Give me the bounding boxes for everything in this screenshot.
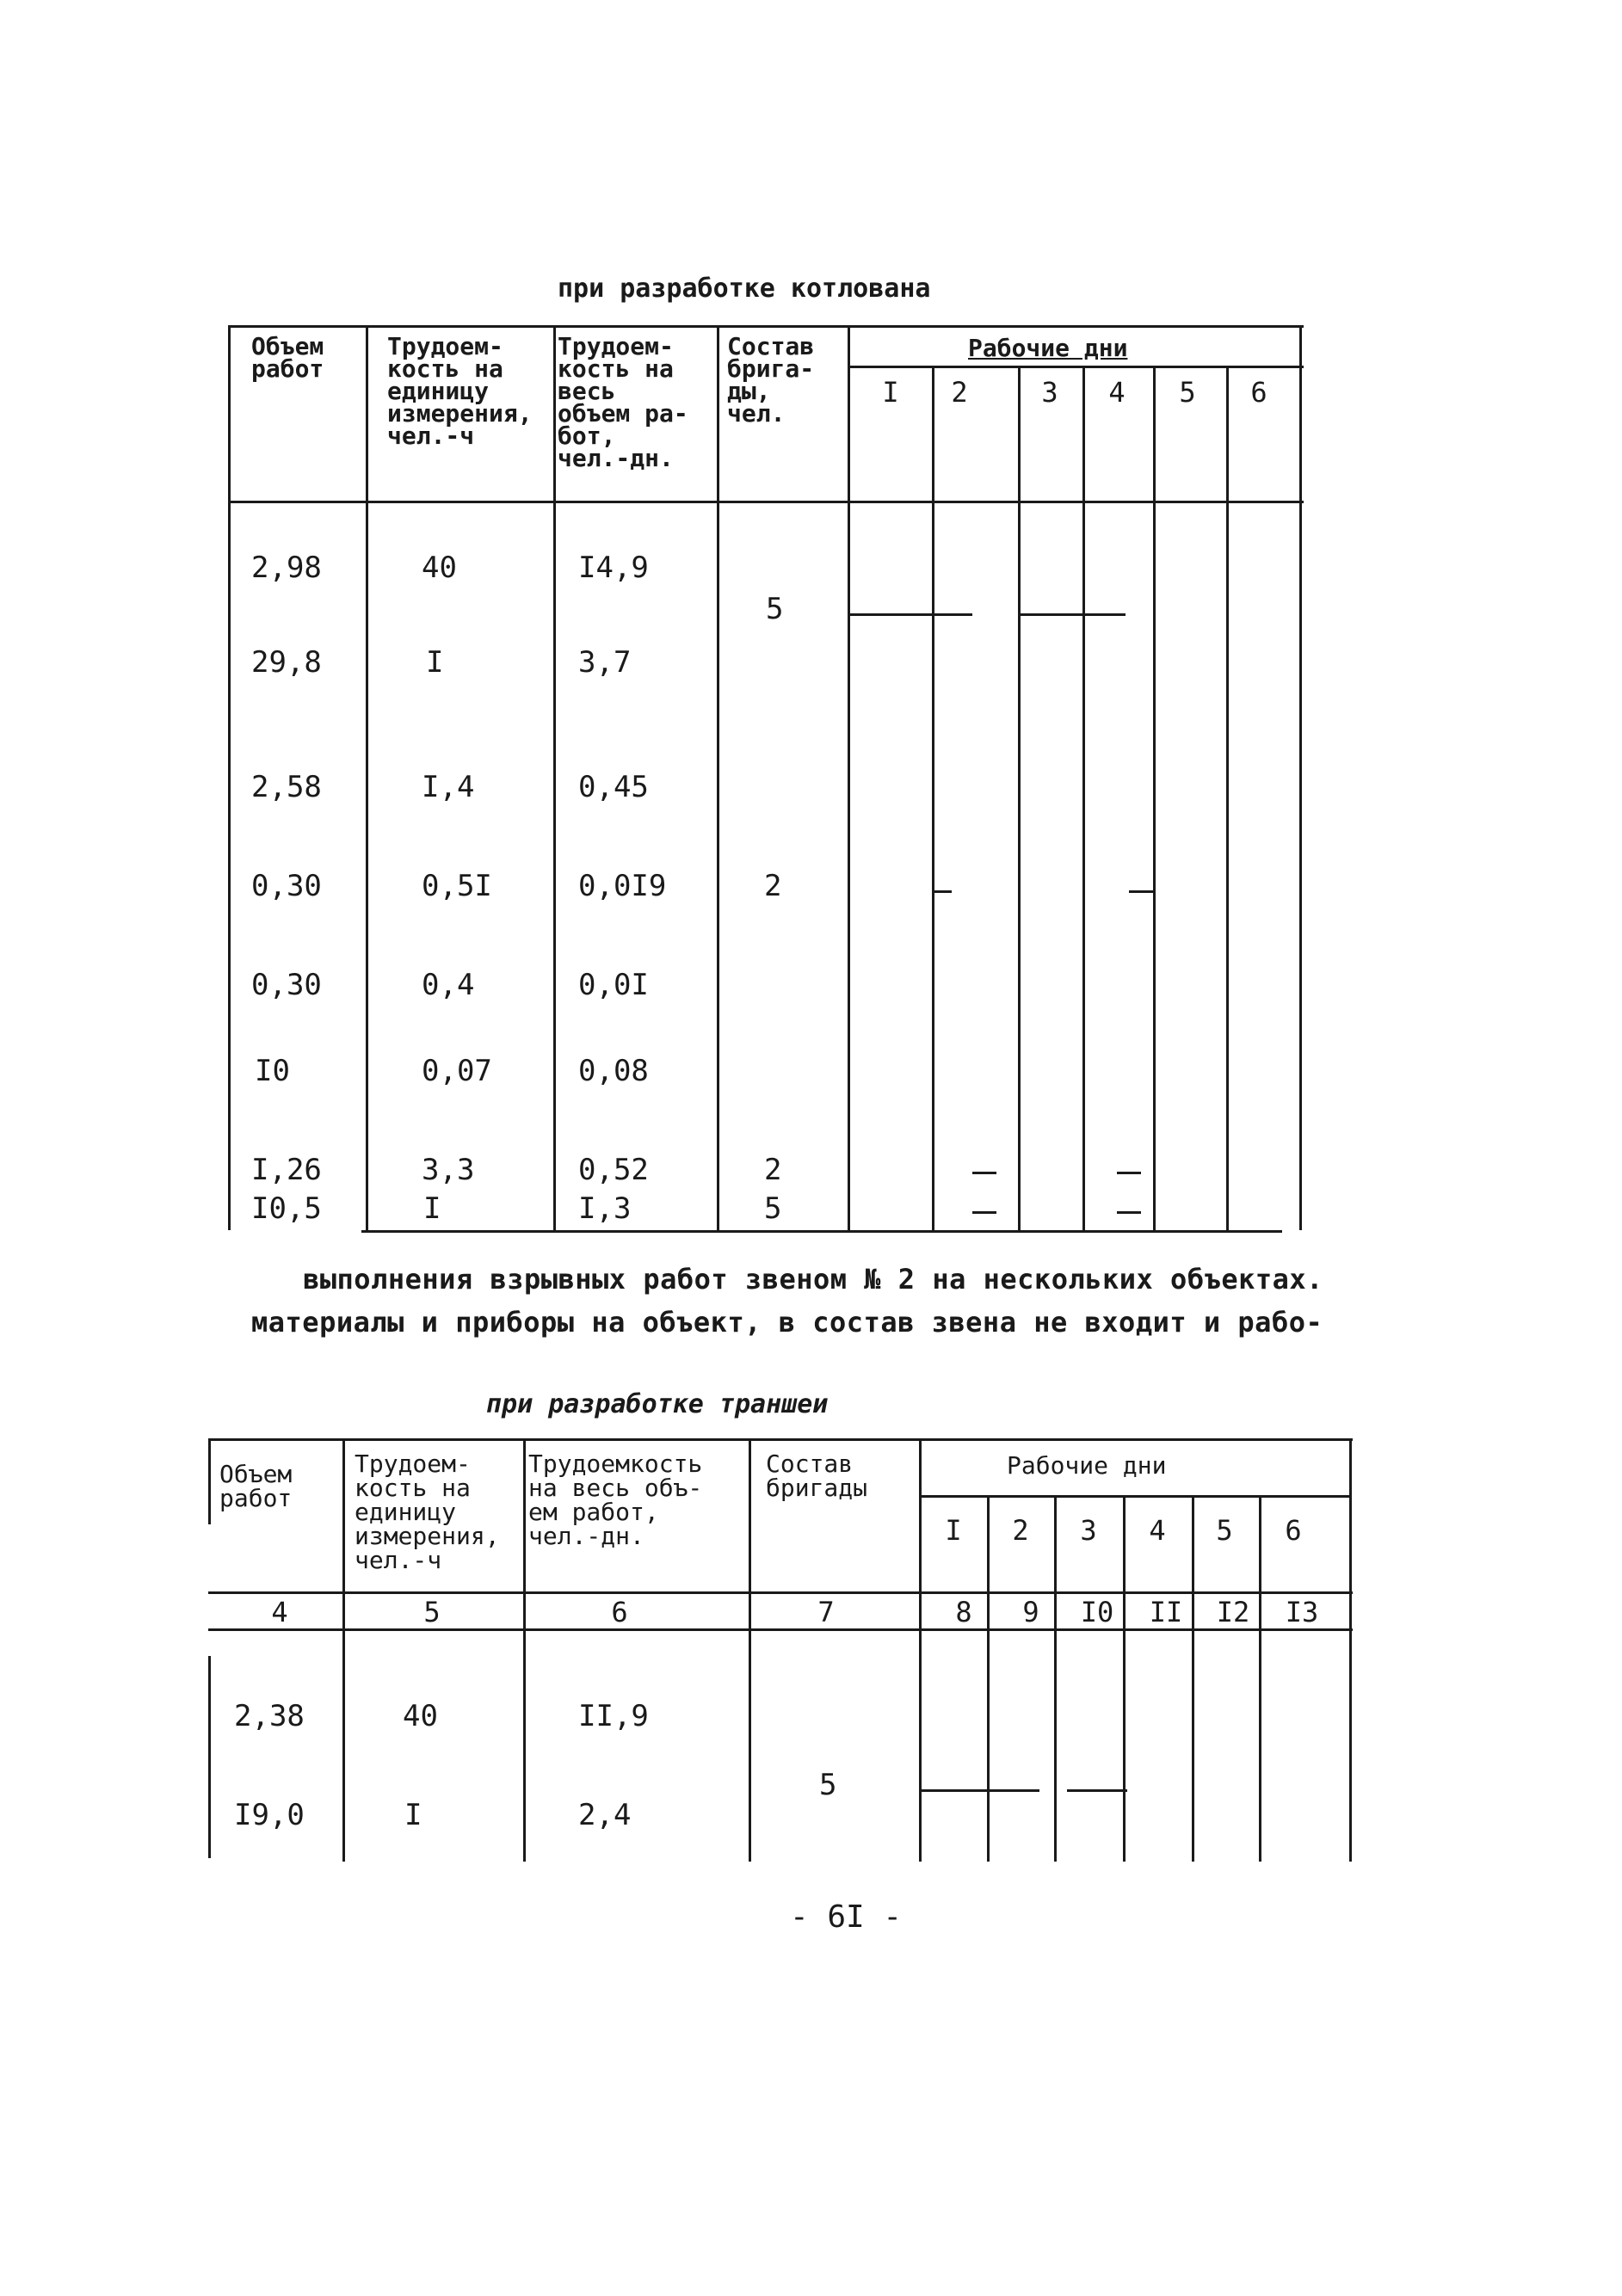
table1-header-day: 5 [1179, 376, 1196, 409]
table2-column-number: 6 [611, 1596, 628, 1628]
table2-col-divider [342, 1438, 345, 1862]
table1-cell-labor-unit: 3,3 [422, 1153, 475, 1187]
table1-cell-labor-total: I4,9 [578, 551, 649, 585]
table2-header-day: 4 [1149, 1514, 1166, 1547]
table2-cell-labor-unit: I [404, 1798, 422, 1832]
table1-day-divider [932, 366, 934, 1230]
table2-left-border [208, 1656, 211, 1858]
table1-header-bottom [228, 501, 1304, 503]
table1-cell-crew: 5 [764, 1191, 782, 1226]
table1-cell-crew: 2 [764, 869, 782, 903]
table1-cell-labor-unit: I [426, 645, 444, 680]
table1-left-border [228, 325, 231, 1230]
table2-header-day: 6 [1285, 1514, 1302, 1547]
schedule-bar [1117, 1172, 1141, 1174]
table1-cell-labor-unit: 40 [422, 551, 457, 585]
table2-day-divider [1192, 1495, 1194, 1862]
table2-column-number: 8 [955, 1596, 972, 1628]
table2-column-number: I3 [1285, 1596, 1319, 1628]
table1-cell-labor-unit: 0,4 [422, 968, 475, 1002]
table1-header-labor-total: Трудоем- кость на весь объем ра- бот, чел.-дн. [558, 332, 688, 472]
table2-crew-group: 5 [819, 1768, 837, 1802]
table1-day-divider [1153, 366, 1156, 1230]
table1-header-crew: Состав брига- ды, чел. [727, 332, 815, 428]
table2-days-divider [919, 1495, 1349, 1498]
table1-bottom-border [361, 1230, 1282, 1233]
schedule-bar [1117, 1211, 1141, 1214]
table1-crew-group: 5 [766, 592, 784, 626]
table2-left-border [208, 1438, 211, 1524]
table2-day-divider [987, 1495, 990, 1862]
table1-cell-volume: 0,30 [251, 869, 322, 903]
table2-header-labor-total: Трудоемкость на весь объ- ем работ, чел.-дн. [528, 1450, 703, 1550]
table1-cell-volume: I,26 [251, 1153, 322, 1187]
table2-header-day: I [945, 1514, 962, 1547]
table1-cell-volume: I0,5 [251, 1191, 322, 1226]
table1-day-divider [1082, 366, 1085, 1230]
table1-header-day: 6 [1250, 376, 1267, 409]
table2-column-number: 5 [423, 1596, 441, 1628]
table1-cell-labor-unit: 0,07 [422, 1054, 492, 1088]
table2-header-day: 2 [1012, 1514, 1029, 1547]
table1-header-labor-unit: Трудоем- кость на единицу измерения, чел.-ч [387, 332, 533, 450]
table2-column-number: 4 [271, 1596, 288, 1628]
table1-cell-volume: 2,58 [251, 770, 322, 804]
table2-right-border [1349, 1438, 1352, 1862]
table1-cell-labor-total: 0,08 [578, 1054, 649, 1088]
table1-cell-volume: I0 [255, 1054, 290, 1088]
table1-header-day: 3 [1041, 376, 1058, 409]
table1-header-day: 4 [1108, 376, 1126, 409]
table2-day-divider [1259, 1495, 1261, 1862]
table1-cell-labor-unit: I,4 [422, 770, 475, 804]
table2-cell-volume: I9,0 [234, 1798, 305, 1832]
page-number: - 6I - [790, 1899, 903, 1935]
table1-right-border [1299, 325, 1302, 1230]
table2-col-divider [919, 1438, 922, 1862]
table2-caption: при разработке траншеи [486, 1389, 829, 1419]
table1-col-divider [848, 325, 850, 1230]
table1-cell-labor-total: 0,0I [578, 968, 649, 1002]
table1-cell-crew: 2 [764, 1153, 782, 1187]
table1-header-day: 2 [951, 376, 968, 409]
table2-header-volume: Объем работ [219, 1460, 293, 1512]
table2-col-divider [523, 1438, 526, 1862]
table2-header-labor-unit: Трудоем- кость на единицу измерения, чел.-ч [355, 1450, 500, 1574]
table2-col-divider [749, 1438, 751, 1862]
table2-column-number: I2 [1216, 1596, 1250, 1628]
table1-cell-labor-total: 0,52 [578, 1153, 649, 1187]
table2-column-number: II [1149, 1596, 1183, 1628]
table1-cell-labor-unit: I [423, 1191, 441, 1226]
table1-cell-volume: 2,98 [251, 551, 322, 585]
table2-cell-labor-unit: 40 [403, 1699, 438, 1733]
paragraph-line: выполнения взрывных работ звеном № 2 на нескольких объектах. [303, 1263, 1323, 1296]
table2-header-day: 3 [1080, 1514, 1097, 1547]
table2-header-crew: Состав бригады [766, 1450, 868, 1502]
table1-cell-labor-total: 0,0I9 [578, 869, 667, 903]
table2-column-number: 9 [1022, 1596, 1039, 1628]
table1-cell-labor-total: I,3 [578, 1191, 632, 1226]
table1-col-divider [717, 325, 719, 1230]
table2-top-border [208, 1438, 1353, 1441]
table1-cell-volume: 0,30 [251, 968, 322, 1002]
table2-header-bottom [208, 1591, 1353, 1594]
table1-day-divider [1018, 366, 1021, 1230]
table1-cell-volume: 29,8 [251, 645, 322, 680]
schedule-bar [919, 1789, 1039, 1792]
table1-col-divider [553, 325, 556, 1230]
paragraph-line: материалы и приборы на объект, в состав звена не входит и рабо- [251, 1306, 1323, 1339]
schedule-bar [972, 1172, 996, 1174]
table2-header-day: 5 [1216, 1514, 1233, 1547]
table2-column-number: 7 [817, 1596, 835, 1628]
table2-cell-labor-total: II,9 [578, 1699, 649, 1733]
table2-numbers-bottom [208, 1628, 1353, 1631]
table2-day-divider [1123, 1495, 1126, 1862]
table2-day-divider [1054, 1495, 1057, 1862]
schedule-bar [972, 1211, 996, 1214]
schedule-bar [848, 613, 972, 616]
schedule-bar [1018, 613, 1126, 616]
schedule-bar [1067, 1789, 1127, 1792]
schedule-bar [934, 890, 952, 893]
table1-header-volume: Объем работ [251, 332, 324, 383]
table1-header-day: I [882, 376, 899, 409]
table1-col-divider [366, 325, 368, 1230]
table2-cell-labor-total: 2,4 [578, 1798, 632, 1832]
table2-cell-volume: 2,38 [234, 1699, 305, 1733]
table1-days-divider [848, 366, 1304, 368]
table2-column-number: I0 [1080, 1596, 1114, 1628]
table1-header-days-title: Рабочие дни [968, 334, 1128, 362]
table1-cell-labor-total: 3,7 [578, 645, 632, 680]
table1-day-divider [1226, 366, 1229, 1230]
table1-caption: при разработке котлована [558, 274, 931, 304]
table2-header-days-title: Рабочие дни [1007, 1451, 1167, 1480]
table1-cell-labor-total: 0,45 [578, 770, 649, 804]
table1-cell-labor-unit: 0,5I [422, 869, 492, 903]
table1-top-border [228, 325, 1304, 328]
schedule-bar [1129, 890, 1153, 893]
